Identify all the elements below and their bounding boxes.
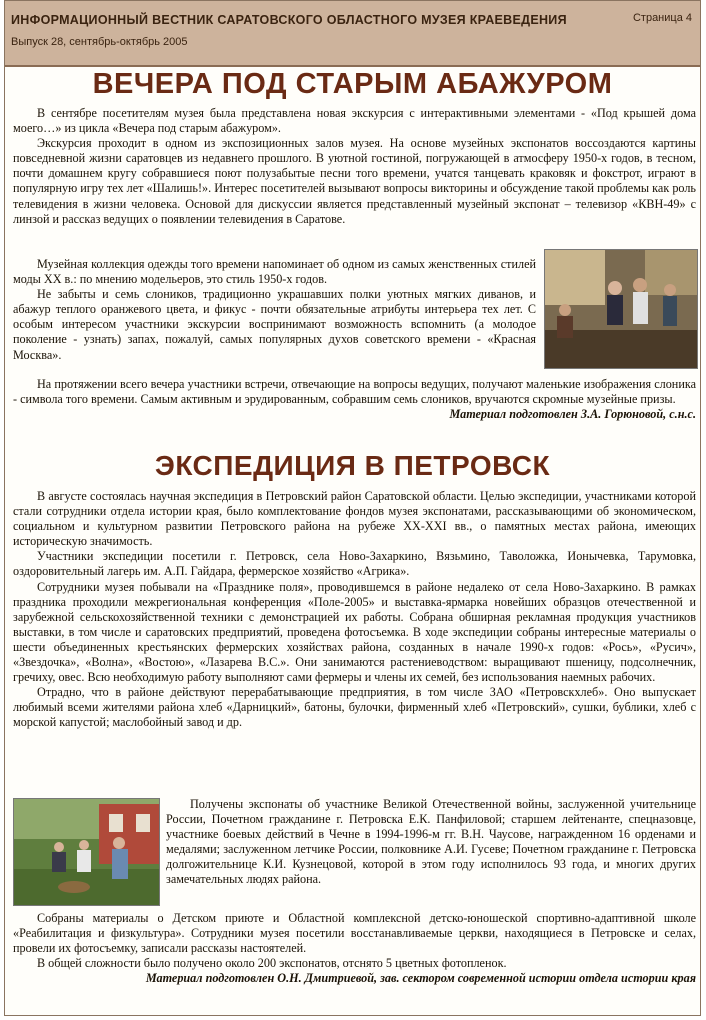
article1-paragraph: На протяжении всего вечера участники встречи, отвечающие на вопросы ведущих, получают маленькие изображения слоника - символа того времени. Самым активным и эрудированным, собравшим семь слоников, вручаются скромные музейные призы. xyxy=(13,377,696,407)
article2-paragraph: Участники экспедиции посетили г. Петровск, села Ново-Захаркино, Вязьмино, Таволожка, Ионычевка, Тарумовка, оздоровительный лагерь им. А.П. Гайдара, фермерское хозяйство «Агрика». xyxy=(13,549,696,579)
article1-paragraph: Не забыты и семь слоников, традиционно украшавших полки уютных мягких диванов, и абажур теплого оранжевого цвета, и фикус - почти обязательные атрибуты интерьера тех лет. С особым интересом участники экскурсии воспринимают возможность вспомнить (а молодое поколение - узнать) запах, пожалуй, самых популярных духов советского времени - «Красная Москва». xyxy=(13,287,536,362)
article1-paragraph: В сентябре посетителям музея была представлена новая экскурсия с интерактивными элементами - «Под крышей дома моего…» из цикла «Вечера под старым абажуром». xyxy=(13,106,696,136)
article2-body xyxy=(13,489,696,731)
excursion-photo xyxy=(544,249,698,369)
newsletter-page xyxy=(4,0,701,1016)
article1-paragraph: Музейная коллекция одежды того времени напоминает об одном из самых женственных стилей моды XX в.: по мнению модельеров, это стиль 1950-х годов. xyxy=(13,257,536,287)
newsletter-title: ИНФОРМАЦИОННЫЙ ВЕСТНИК САРАТОВСКОГО ОБЛАСТНОГО МУЗЕЯ КРАЕВЕДЕНИЯ xyxy=(11,13,567,27)
article2-wrap-text xyxy=(166,797,696,888)
article2-credit: Материал подготовлен О.Н. Дмитриевой, зав. сектором современной истории отдела истории края xyxy=(145,971,696,986)
article2-paragraph: Собраны материалы о Детском приюте и Областной комплексной детско-юношеской спортивно-адаптивной школе «Реабилитация и физкультура». Сотрудники музея посетили восстанавливаемые церкви, находящиеся в Петровске и селах, провели их фотосъемку, записали рассказы настоятелей. xyxy=(13,911,696,956)
article1-intro xyxy=(13,106,696,227)
issue-info: Выпуск 28, сентябрь-октябрь 2005 xyxy=(11,36,188,48)
article2-outro xyxy=(13,911,696,986)
page-header xyxy=(5,1,700,67)
article2-title: ЭКСПЕДИЦИЯ В ПЕТРОВСК xyxy=(154,450,551,481)
article1-wrap-text xyxy=(13,257,536,363)
expedition-photo xyxy=(13,798,160,906)
article2-paragraph: Отрадно, что в районе действуют перерабатывающие предприятия, в том числе ЗАО «Петровскхлеб». Оно выпускает любимый всеми жителями района хлеб «Дарницкий», батоны, булочки, фирменный хлеб «Петровский», сушки, бублики, хлеб с морской капустой; маслобойный завод и др. xyxy=(13,685,696,730)
article2-paragraph: Получены экспонаты об участнике Великой Отечественной войны, заслуженной учительнице России, Почетном гражданине г. Петровска Е.К. Панфиловой; старшем лейтенанте, спецназовце, участнике боевых действий в Чечне в 1994-1996-м гг. В.Н. Чаусове, награжденном 16 орденами и медалями; заслуженном летчике России, полковнике А.И. Гусеве; Почетном гражданине г. Петровска долгожительнице К.И. Кузнецовой, которой в этом году исполнилось 93 года, и многих других замечательных людях района. xyxy=(166,797,696,887)
article1-outro xyxy=(13,377,696,422)
article2-paragraph: В августе состоялась научная экспедиция в Петровский район Саратовской области. Целью экспедиции, участниками которой стали сотрудники отдела истории края, было комплектование фондов музея экспонатами, рассказывающими об экономическом, социальном и культурном развитии Петровского района на рубеже XX-XXI вв., о памятных местах района, имеющих историческую значимость. xyxy=(13,489,696,549)
page-number: Страница 4 xyxy=(632,12,692,24)
article2-paragraph: Сотрудники музея побывали на «Празднике поля», проводившемся в районе недалеко от села Ново-Захаркино. В рамках праздника проходили межрегиональная конференция «Поле-2005» и выставка-ярмарка новейших образцов отечественной и зарубежной сельскохозяйственной техники с демонстрацией их работы. Собрана обширная рекламная продукция участников выставки, в том числе и саратовских предприятий, проведена фотосъемка. В ходе экспедиции собраны интересные материалы о шести объединенных крестьянских фермерских хозяйствах района, созданных в начале 1990-х годов: «Рось», «Русич», «Звездочка», «Волна», «Востою», «Лазарева В.С.». Они занимаются растениеводством: выращивают пшеницу, подсолнечник, гречиху, овес. Всю необходимую работу выполняют сами фермеры и члены их семей, без использования наемных рабочих. xyxy=(13,579,696,685)
article2-paragraph: В общей сложности было получено около 200 экспонатов, отснято 5 цветных фотопленок. xyxy=(37,956,507,971)
article1-title: ВЕЧЕРА ПОД СТАРЫМ АБАЖУРОМ xyxy=(92,68,613,100)
article1-paragraph: Экскурсия проходит в одном из экспозиционных залов музея. На основе музейных экспонатов воссоздаются картины повседневной жизни саратовцев из недавнего прошлого. В уютной гостиной, погружающей в атмосферу 1950-х годов, в тесном, почти домашнем кругу собравшиеся поют полузабытые песни того времени, учатся танцевать краковяк и фокстрот, играют в популярную игру тех лет «Шалишь!». Интерес посетителей вызывают вопросы викторины и обсуждение такой проблемы как роль телевидения в жизни человека. Основой для дискуссии является представленный музейный экспонат – телевизор «КВН-49» с линзой и рассказ ведущих о появлении телевидения в Саратове. xyxy=(13,136,696,226)
article1-credit: Материал подготовлен З.А. Горюновой, с.н.с. xyxy=(449,407,696,422)
